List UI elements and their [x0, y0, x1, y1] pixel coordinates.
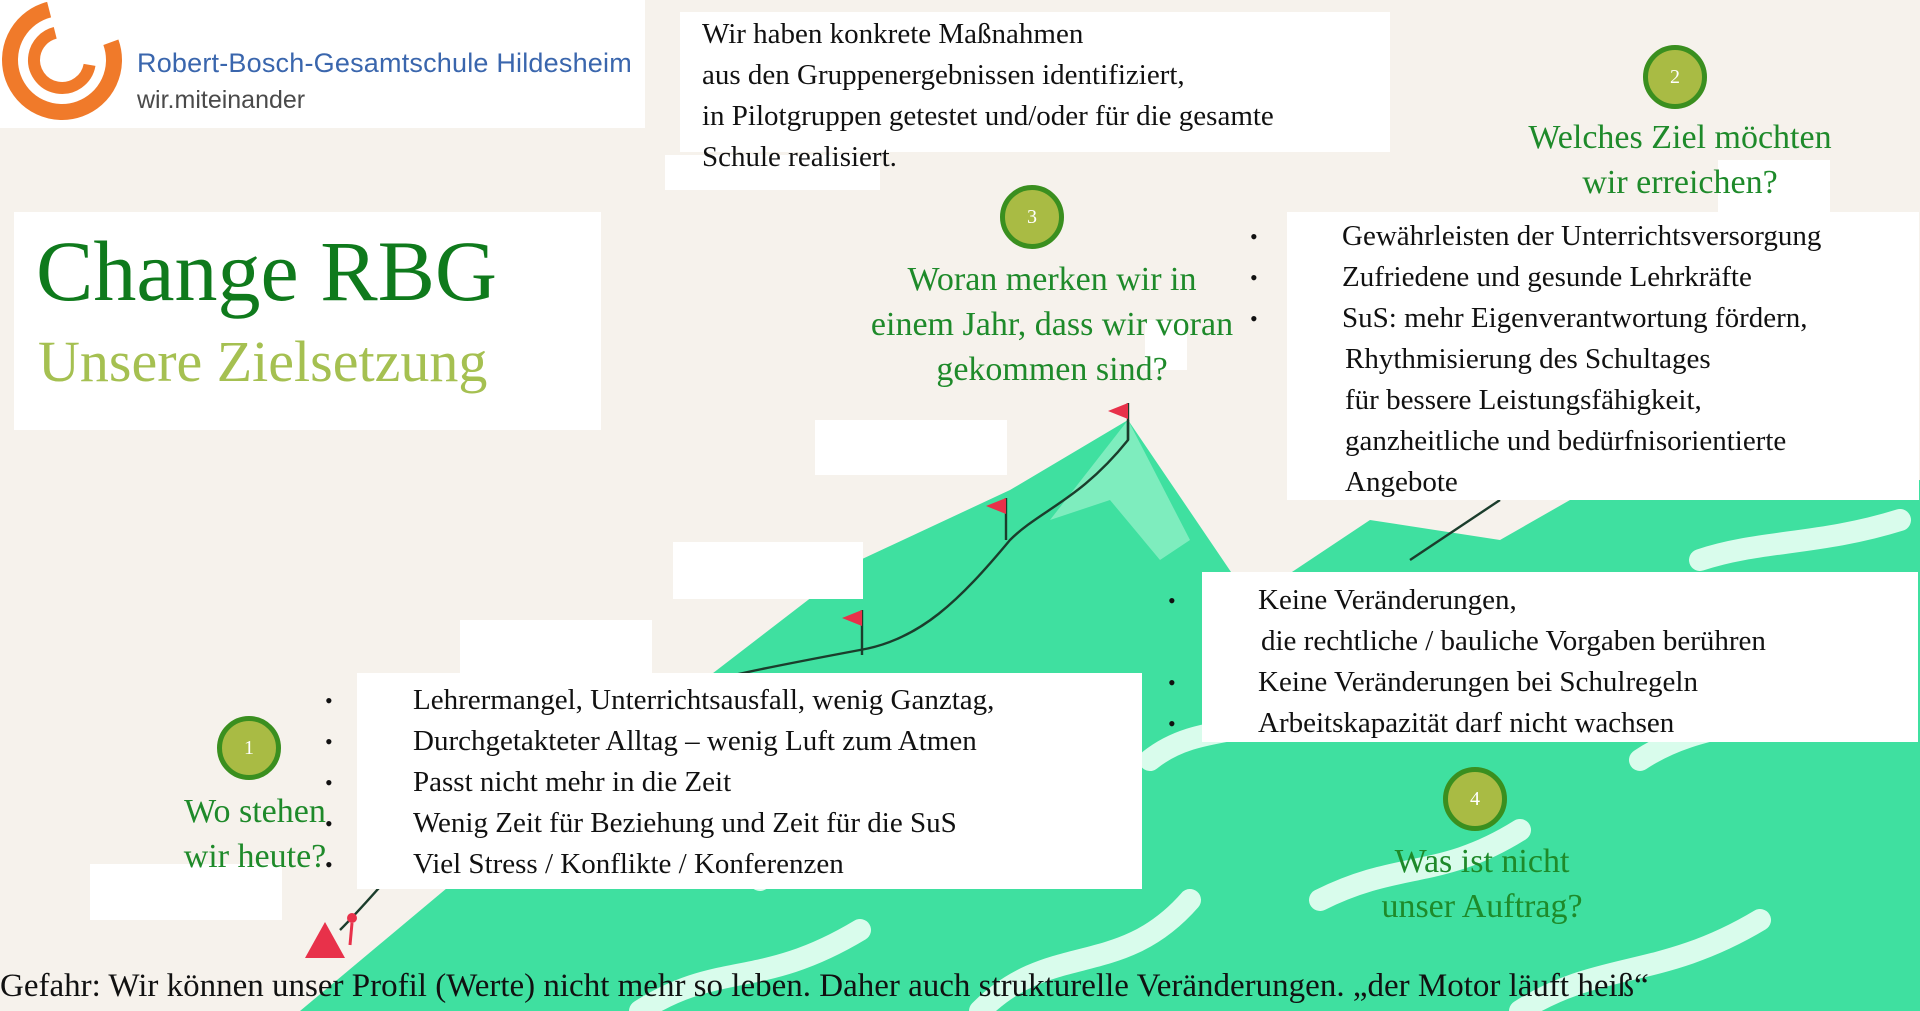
step2-continuation-line: ganzheitliche und bedürfnisorientierte: [1345, 425, 1787, 457]
step2-continuation-line: für bessere Leistungsfähigkeit,: [1345, 384, 1702, 416]
step3-text-line: aus den Gruppenergebnissen identifiziert,: [702, 59, 1185, 91]
hikers-icon: [305, 913, 357, 958]
step3-question-line: gekommen sind?: [936, 350, 1168, 388]
school-name: Robert-Bosch-Gesamtschule Hildesheim: [137, 48, 632, 78]
step3-question-line: Woran merken wir in: [907, 261, 1197, 298]
step4-question-line: Was ist nicht: [1394, 843, 1570, 880]
step2-badge: 2: [1643, 45, 1707, 109]
step3-text-line: in Pilotgruppen getestet und/oder für die gesamte: [702, 100, 1274, 132]
step4-badge: 4: [1443, 767, 1507, 831]
step1-question-line: wir heute?: [183, 837, 327, 875]
step4-question-line: unser Auftrag?: [1381, 887, 1583, 925]
step3-text-line: Wir haben konkrete Maßnahmen: [702, 18, 1084, 50]
step3-text: [702, 14, 1274, 178]
page-subtitle: Unsere Zielsetzung: [38, 329, 488, 394]
footer-warning: Gefahr: Wir können unser Profil (Werte) nicht mehr so leben. Daher auch strukturelle Veränderungen. „der Motor läuft heiß“: [0, 968, 1649, 1004]
step3-question: [852, 258, 1252, 393]
decorative-block: [673, 542, 863, 599]
school-slogan: wir.miteinander: [137, 86, 306, 114]
step1-badge: 1: [217, 716, 281, 780]
decorative-block: [815, 420, 1007, 475]
step2-continuation-line: Rhythmisierung des Schultages: [1345, 343, 1711, 375]
step4-question: [1282, 840, 1682, 930]
step3-badge: 3: [1000, 185, 1064, 249]
step2-question-line: wir erreichen?: [1582, 163, 1778, 201]
step3-question-line: einem Jahr, dass wir voran: [870, 305, 1234, 343]
step2-question-line: Welches Ziel möchten: [1528, 119, 1832, 156]
step1-question: [155, 790, 355, 880]
step2-continuation: [1345, 339, 1786, 503]
page-title: Change RBG: [36, 223, 498, 319]
step2-continuation-line: Angebote: [1345, 466, 1458, 498]
step1-question-line: Wo stehen: [184, 793, 326, 830]
decorative-block: [460, 620, 652, 675]
school-logo-icon: [0, 0, 130, 120]
step3-text-line: Schule realisiert.: [702, 141, 897, 173]
step2-question: [1480, 116, 1880, 206]
